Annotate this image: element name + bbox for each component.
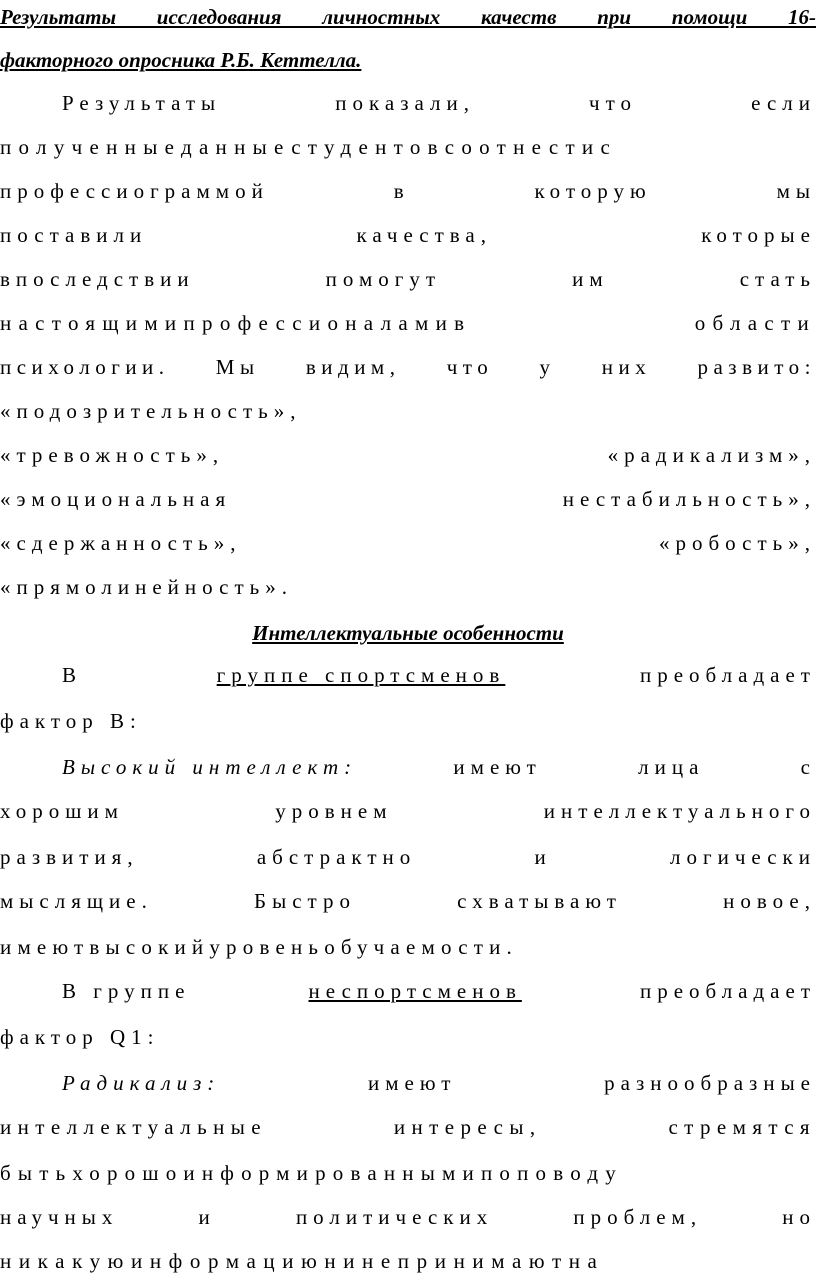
word: «радикализм»,	[607, 443, 816, 467]
word: «сдержанность»,	[0, 531, 242, 555]
word: «тревожность»,	[0, 443, 225, 467]
para1-line-3	[0, 176, 816, 206]
word: и	[534, 845, 552, 869]
word: интеллектуального	[543, 799, 816, 823]
para3-line-5: имеютвысокийуровеньобучаемости.	[0, 935, 518, 959]
word: схватывают	[457, 889, 622, 913]
word: но	[782, 1205, 816, 1229]
word: новое,	[723, 889, 816, 913]
factor-term: Радикализ:	[62, 1071, 221, 1095]
word: хорошим	[0, 799, 124, 823]
para1-line-11	[0, 528, 816, 558]
word: в	[393, 179, 410, 203]
para3-line-1	[0, 752, 816, 782]
word: поставили	[0, 223, 148, 247]
para1-line-2: полученныеданныестудентовсоотнестис	[0, 135, 618, 159]
word: научных	[0, 1205, 119, 1229]
word: которые	[701, 223, 816, 247]
para3-line-3	[0, 842, 816, 872]
para2-line-2: фактор B:	[0, 709, 142, 733]
para1-line-1	[0, 88, 816, 118]
group-name: группе спортсменов	[216, 663, 506, 687]
word: «эмоциональная	[0, 487, 232, 511]
word: преобладает	[639, 979, 816, 1003]
word: помогут	[325, 267, 442, 291]
para3-line-4	[0, 886, 816, 916]
word: качества,	[356, 223, 492, 247]
heading-line-2: факторного опросника Р.Б. Кеттелла.	[0, 48, 362, 72]
para1-line-9	[0, 440, 816, 470]
word: логически	[669, 845, 816, 869]
para5-line-2: интеллектуальные интересы, стремятся	[0, 1115, 816, 1139]
word: Результаты	[62, 91, 222, 115]
word: «робость»,	[658, 531, 816, 555]
heading-line-1: Результаты исследования личностных качеств при помощи 16-	[0, 5, 816, 29]
word: имеют	[368, 1071, 457, 1095]
word: с	[800, 755, 816, 779]
word: им	[572, 267, 609, 291]
para1-line-4	[0, 220, 816, 250]
word: стать	[739, 267, 816, 291]
word: если	[751, 91, 816, 115]
para2-line-1	[0, 660, 816, 690]
para5-line-4	[0, 1202, 816, 1232]
word: В группе	[62, 979, 191, 1003]
word: политических	[295, 1205, 494, 1229]
para1-line-5	[0, 264, 816, 294]
word: которую	[534, 179, 652, 203]
para5-line-1	[0, 1068, 816, 1098]
word: абстрактно	[256, 845, 417, 869]
para1-line-6: настоящимипрофессионаламив области	[0, 311, 816, 335]
word: разнообразные	[604, 1071, 816, 1095]
para5-line-5: никакуюинформациюнинепринимаютна	[0, 1249, 605, 1273]
para1-line-7: психологии. Мы видим, что у них развито:	[0, 355, 816, 379]
word: нестабильность»,	[562, 487, 816, 511]
word: впоследствии	[0, 267, 195, 291]
subheading: Интеллектуальные особенности	[252, 621, 564, 645]
para3-line-2	[0, 796, 816, 826]
word: уровнем	[275, 799, 393, 823]
word: мы	[776, 179, 816, 203]
para4-line-2: фактор Q1:	[0, 1025, 160, 1049]
word: В	[62, 663, 83, 687]
word: профессиограммой	[0, 179, 269, 203]
para1-line-10	[0, 484, 816, 514]
para1-line-12: «прямолинейность».	[0, 575, 294, 599]
para1-line-8: «подозрительность»,	[0, 399, 302, 423]
word: и	[198, 1205, 216, 1229]
word: Быстро	[254, 889, 356, 913]
word: что	[589, 91, 638, 115]
para5-line-3: бытьхорошоинформированнымипоповоду	[0, 1161, 623, 1185]
word: проблем,	[573, 1205, 703, 1229]
word: развития,	[0, 845, 139, 869]
word: мыслящие.	[0, 889, 153, 913]
factor-term: Высокий интеллект:	[62, 755, 358, 779]
word: имеют	[453, 755, 542, 779]
word: преобладает	[639, 663, 816, 687]
group-name: неспортсменов	[308, 979, 522, 1003]
word: лица	[638, 755, 705, 779]
word: показали,	[335, 91, 475, 115]
para4-line-1	[0, 976, 816, 1006]
